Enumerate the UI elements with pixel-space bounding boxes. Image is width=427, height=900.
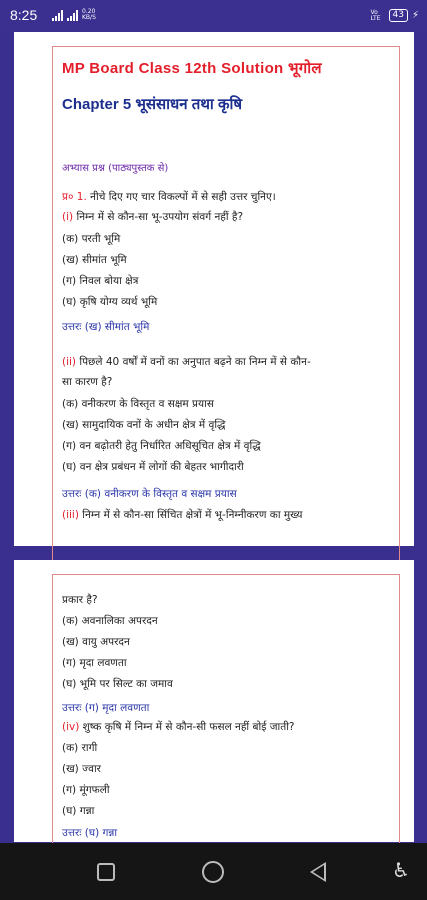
question-i [62, 210, 243, 224]
question-number: प्र० 1. [62, 191, 87, 203]
option-item: (क) परती भूमि [62, 233, 121, 245]
status-right [371, 9, 419, 22]
question-ii [62, 355, 311, 369]
section-heading: अभ्यास प्रश्न (पाठ्यपुस्तक से) [62, 163, 169, 174]
signal-icon [52, 10, 63, 21]
question-number: (ii) [62, 356, 77, 368]
question-text: पिछले 40 वर्षों में वनों का अनुपात बढ़ने का निम्न में से कौन- [79, 356, 311, 368]
signal-indicators [52, 9, 98, 21]
option-item: (ग) निवल बोया क्षेत्र [62, 275, 139, 287]
answer-text: उत्तरः (क) वनीकरण के विस्तृत व सक्षम प्रयास [62, 488, 237, 500]
question-1 [62, 190, 276, 204]
home-icon[interactable] [202, 861, 224, 883]
status-time: 8:25 [10, 7, 38, 23]
question-number: (iv) [62, 721, 80, 733]
accessibility-icon[interactable]: ♿ [392, 858, 410, 882]
question-number: (iii) [62, 509, 79, 521]
bolt-icon: ⚡ [411, 10, 419, 21]
option-item: (ग) वन बढ़ोतरी हेतु निर्धारित अधिसूचित क्षेत्र में वृद्धि [62, 440, 261, 452]
recent-apps-icon[interactable] [97, 863, 115, 881]
battery-level: 43 [392, 10, 404, 20]
answer-text: उत्तरः (घ) गन्ना [62, 827, 118, 839]
option-item: (ग) मृदा लवणता [62, 657, 127, 669]
question-text: निम्न में से कौन-सा सिंचित क्षेत्रों में भू-निम्नीकरण का मुख्य [82, 509, 303, 521]
question-iii [62, 508, 302, 522]
question-number: (i) [62, 211, 74, 223]
option-item: (क) अवनालिका अपरदन [62, 615, 158, 627]
question-iv [62, 720, 294, 734]
question-text: नीचे दिए गए चार विकल्पों में से सही उत्तर चुनिए। [90, 191, 276, 203]
question-text-cont: सा कारण है? [62, 376, 113, 388]
option-item: (ख) सामुदायिक वनों के अधीन क्षेत्र में वृद्धि [62, 419, 226, 431]
document-title: MP Board Class 12th Solution भूगोल [62, 60, 322, 77]
answer-text: उत्तरः (ग) मृदा लवणता [62, 702, 150, 714]
question-text-cont: प्रकार है? [62, 594, 98, 606]
option-item: (घ) वन क्षेत्र प्रबंधन में लोगों की बेहतर भागीदारी [62, 461, 244, 473]
option-item: (ग) मूंगफली [62, 784, 110, 796]
option-item: (ख) ज्वार [62, 763, 101, 775]
question-text: शुष्क कृषि में निम्न में से कौन-सी फसल नहीं बोई जाती? [82, 721, 295, 733]
option-item: (घ) कृषि योग्य व्यर्थ भूमि [62, 296, 158, 308]
question-text: निम्न में से कौन-सा भू-उपयोग संवर्ग नहीं है? [76, 211, 244, 223]
option-item: (ख) सीमांत भूमि [62, 254, 127, 266]
status-bar [0, 0, 427, 32]
chapter-title: Chapter 5 भूसंसाधन तथा कृषि [62, 96, 243, 113]
back-icon[interactable] [310, 862, 326, 882]
signal-icon-2 [67, 10, 78, 21]
option-item: (क) रागी [62, 742, 98, 754]
option-item: (ख) वायु अपरदन [62, 636, 130, 648]
answer-text: उत्तरः (ख) सीमांत भूमि [62, 321, 150, 333]
option-item: (घ) भूमि पर सिल्ट का जमाव [62, 678, 173, 690]
navigation-bar [0, 843, 427, 900]
battery-icon [389, 9, 408, 22]
volte-indicator: Vo LTE [370, 8, 381, 22]
network-speed: 0.20 KB/S [82, 8, 96, 21]
option-item: (घ) गन्ना [62, 805, 95, 817]
option-item: (क) वनीकरण के विस्तृत व सक्षम प्रयास [62, 398, 214, 410]
